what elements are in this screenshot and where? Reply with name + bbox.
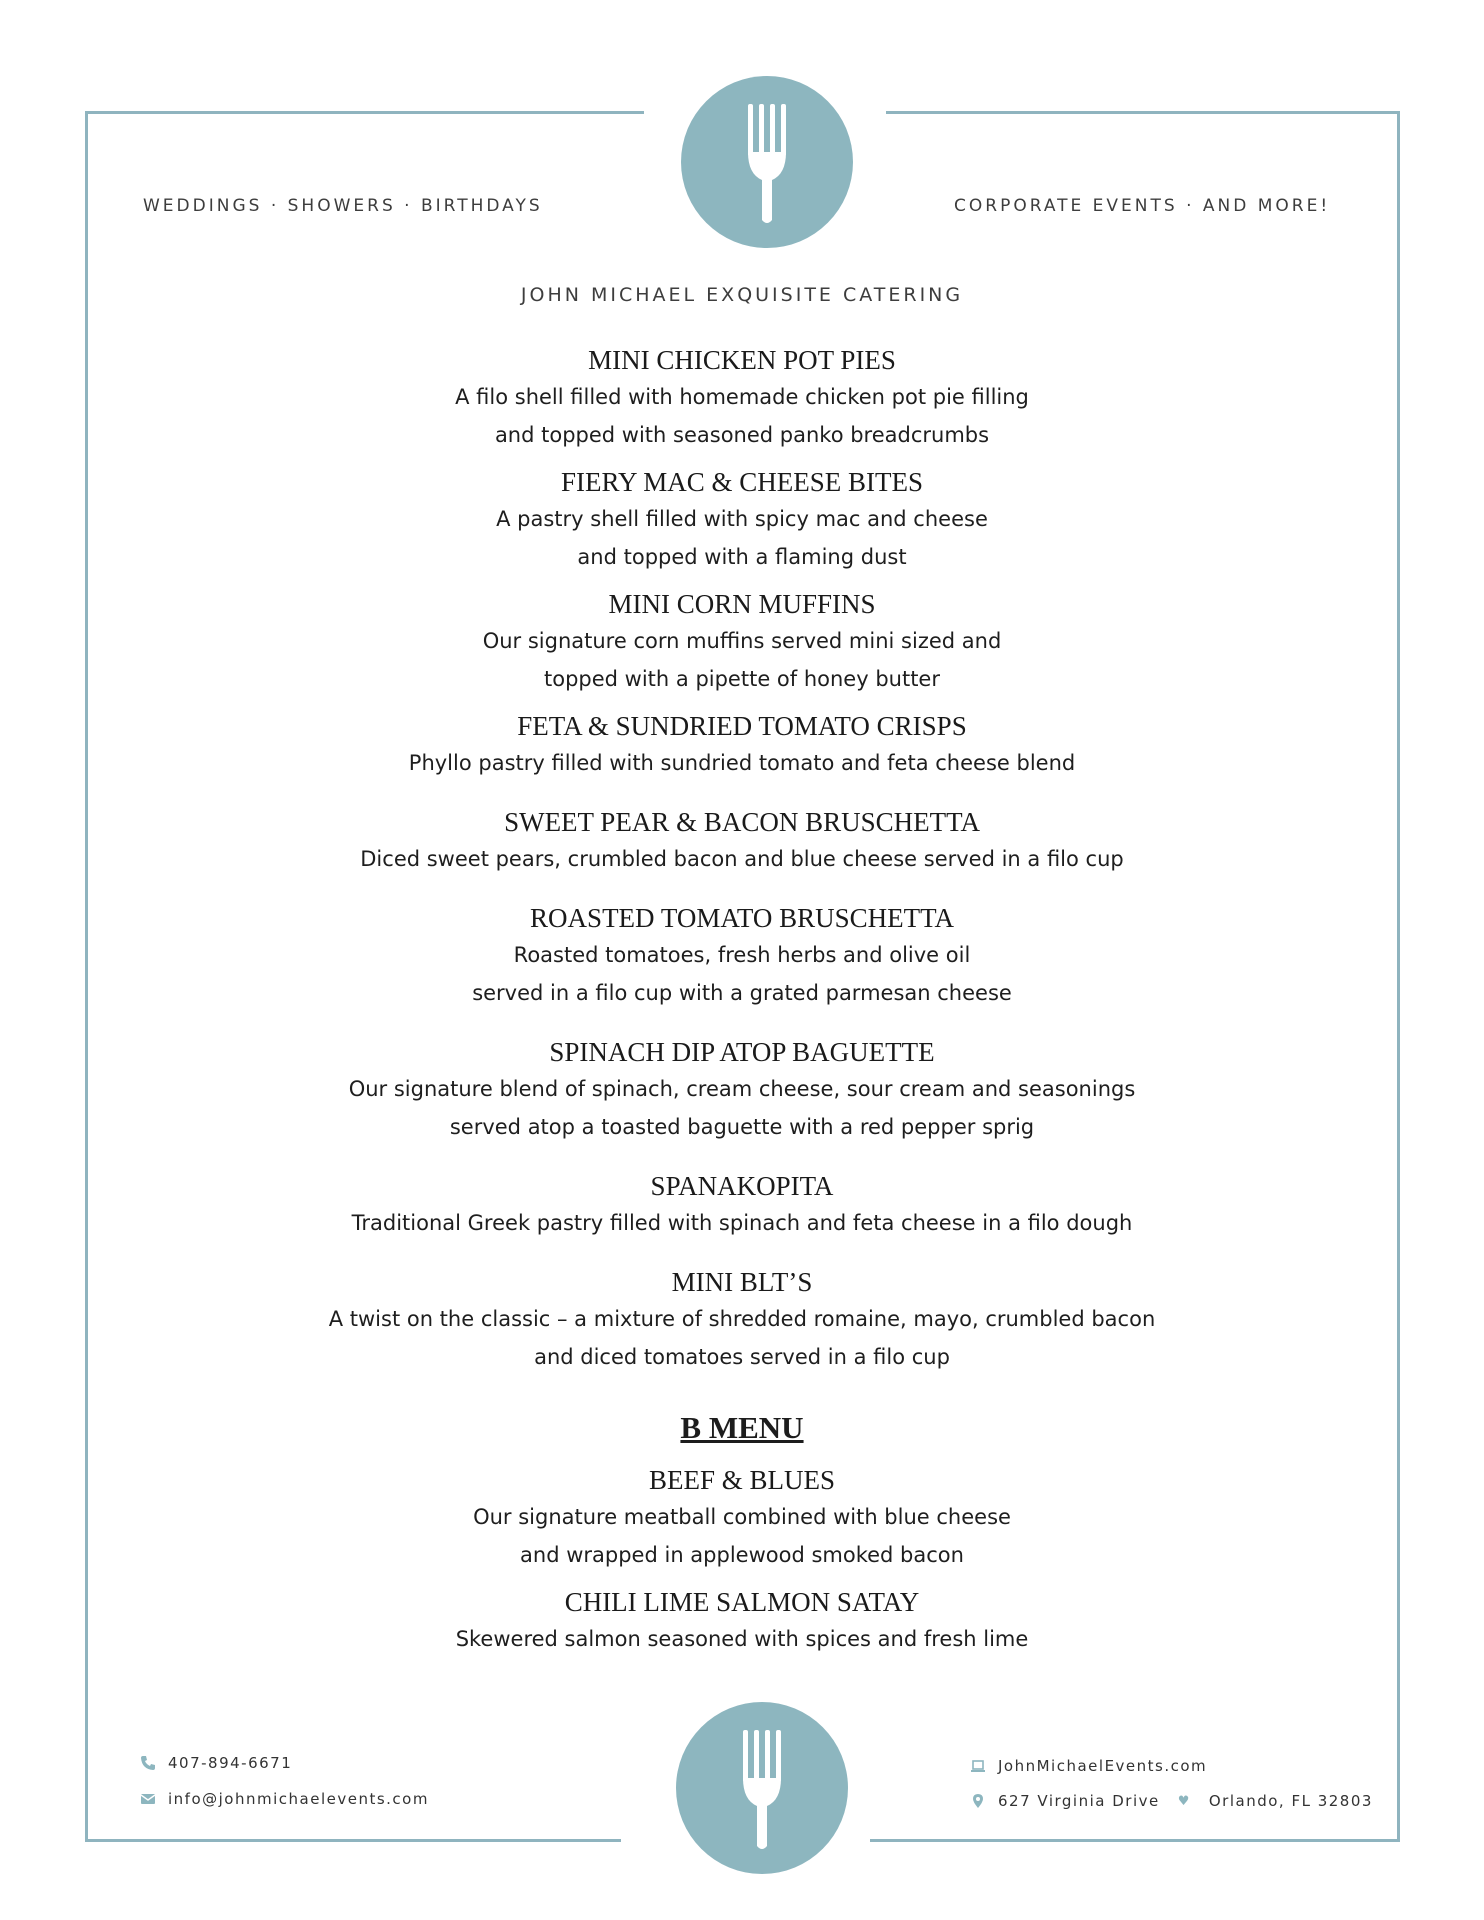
menu-item [200,1462,1284,1574]
menu-item-desc: Roasted tomatoes, fresh herbs and olive oil [513,943,971,967]
contact-email [140,1790,429,1808]
menu-item [200,1264,1284,1376]
menu-item [200,1034,1284,1146]
frame-top-right [886,111,1400,114]
menu-item-name: FETA & SUNDRIED TOMATO CRISPS [517,711,967,741]
phone-number[interactable]: 407-894-6671 [168,1754,293,1772]
menu-item-desc: A filo shell filled with homemade chicken pot pie filling [455,385,1029,409]
tagline-right: CORPORATE EVENTS · AND MORE! [954,196,1331,216]
menu-item-name: SWEET PEAR & BACON BRUSCHETTA [504,807,980,837]
website-link[interactable]: JohnMichaelEvents.com [998,1757,1208,1775]
frame-left [85,111,88,1842]
menu-item-name: SPINACH DIP ATOP BAGUETTE [549,1037,935,1067]
menu-item-desc: Traditional Greek pastry filled with spinach and feta cheese in a filo dough [351,1211,1133,1235]
contact-phone [140,1754,292,1772]
menu-item-name: BEEF & BLUES [648,1465,836,1495]
menu-item-desc: served in a filo cup with a grated parmesan cheese [472,981,1012,1005]
top-fork-logo [681,76,853,248]
location-pin-icon [970,1793,986,1809]
menu-item-desc: Our signature corn muffins served mini sized and [482,629,1002,653]
menu-item-name: MINI BLT’S [671,1267,813,1297]
menu-item [200,804,1284,878]
frame-bottom-right [870,1839,1400,1842]
tagline-left: WEDDINGS · SHOWERS · BIRTHDAYS [143,196,543,216]
fork-icon [742,92,792,232]
menu-item-desc: Our signature blend of spinach, cream cheese, sour cream and seasonings [348,1077,1136,1101]
phone-icon [140,1755,156,1771]
menu-item-desc: and topped with a flaming dust [577,545,907,569]
b-menu-title: B MENU [680,1410,804,1445]
menu-item-desc: A pastry shell filled with spicy mac and cheese [496,507,988,531]
menu-item-desc: and topped with seasoned panko breadcrumbs [494,423,990,447]
menu-item-name: MINI CORN MUFFINS [608,589,876,619]
menu-item-name: SPANAKOPITA [650,1171,834,1201]
contact-website [970,1757,1207,1775]
menu-item [200,586,1284,698]
menu-item [200,1168,1284,1242]
mail-icon [140,1791,156,1807]
address-city: Orlando, FL 32803 [1208,1792,1373,1810]
menu-item-desc: Phyllo pastry filled with sundried tomato and feta cheese blend [408,751,1076,775]
frame-right [1397,111,1400,1842]
bottom-fork-logo [676,1702,848,1874]
menu-item-desc: and wrapped in applewood smoked bacon [520,1543,964,1567]
laptop-icon [970,1758,986,1774]
menu-item [200,464,1284,576]
menu-item-desc: topped with a pipette of honey butter [544,667,940,691]
menu-item-desc: A twist on the classic – a mixture of shredded romaine, mayo, crumbled bacon [328,1307,1156,1331]
menu-item-desc: Our signature meatball combined with blue cheese [473,1505,1011,1529]
menu-item [200,1584,1284,1658]
menu-item-name: FIERY MAC & CHEESE BITES [560,467,924,497]
company-name: JOHN MICHAEL EXQUISITE CATERING [520,284,964,306]
menu-item-name: CHILI LIME SALMON SATAY [564,1587,920,1617]
address-street: 627 Virginia Drive [998,1792,1160,1810]
menu-item-desc: and diced tomatoes served in a filo cup [534,1345,950,1369]
menu-item-desc: served atop a toasted baguette with a red pepper sprig [449,1115,1035,1139]
heart-icon: ♥ [1177,1793,1191,1809]
menu-item [200,342,1284,454]
menu-item-name: ROASTED TOMATO BRUSCHETTA [530,903,954,933]
menu-item [200,900,1284,1012]
email-link[interactable]: info@johnmichaelevents.com [168,1790,429,1808]
menu-item-desc: Skewered salmon seasoned with spices and fresh lime [455,1627,1029,1651]
menu-list [200,342,1284,1668]
frame-top-left [85,111,644,114]
menu-item [200,708,1284,782]
contact-address [970,1792,1373,1810]
fork-icon [737,1718,787,1858]
menu-item-name: MINI CHICKEN POT PIES [588,345,896,375]
frame-bottom-left [85,1839,621,1842]
menu-item-desc: Diced sweet pears, crumbled bacon and blue cheese served in a filo cup [360,847,1124,871]
